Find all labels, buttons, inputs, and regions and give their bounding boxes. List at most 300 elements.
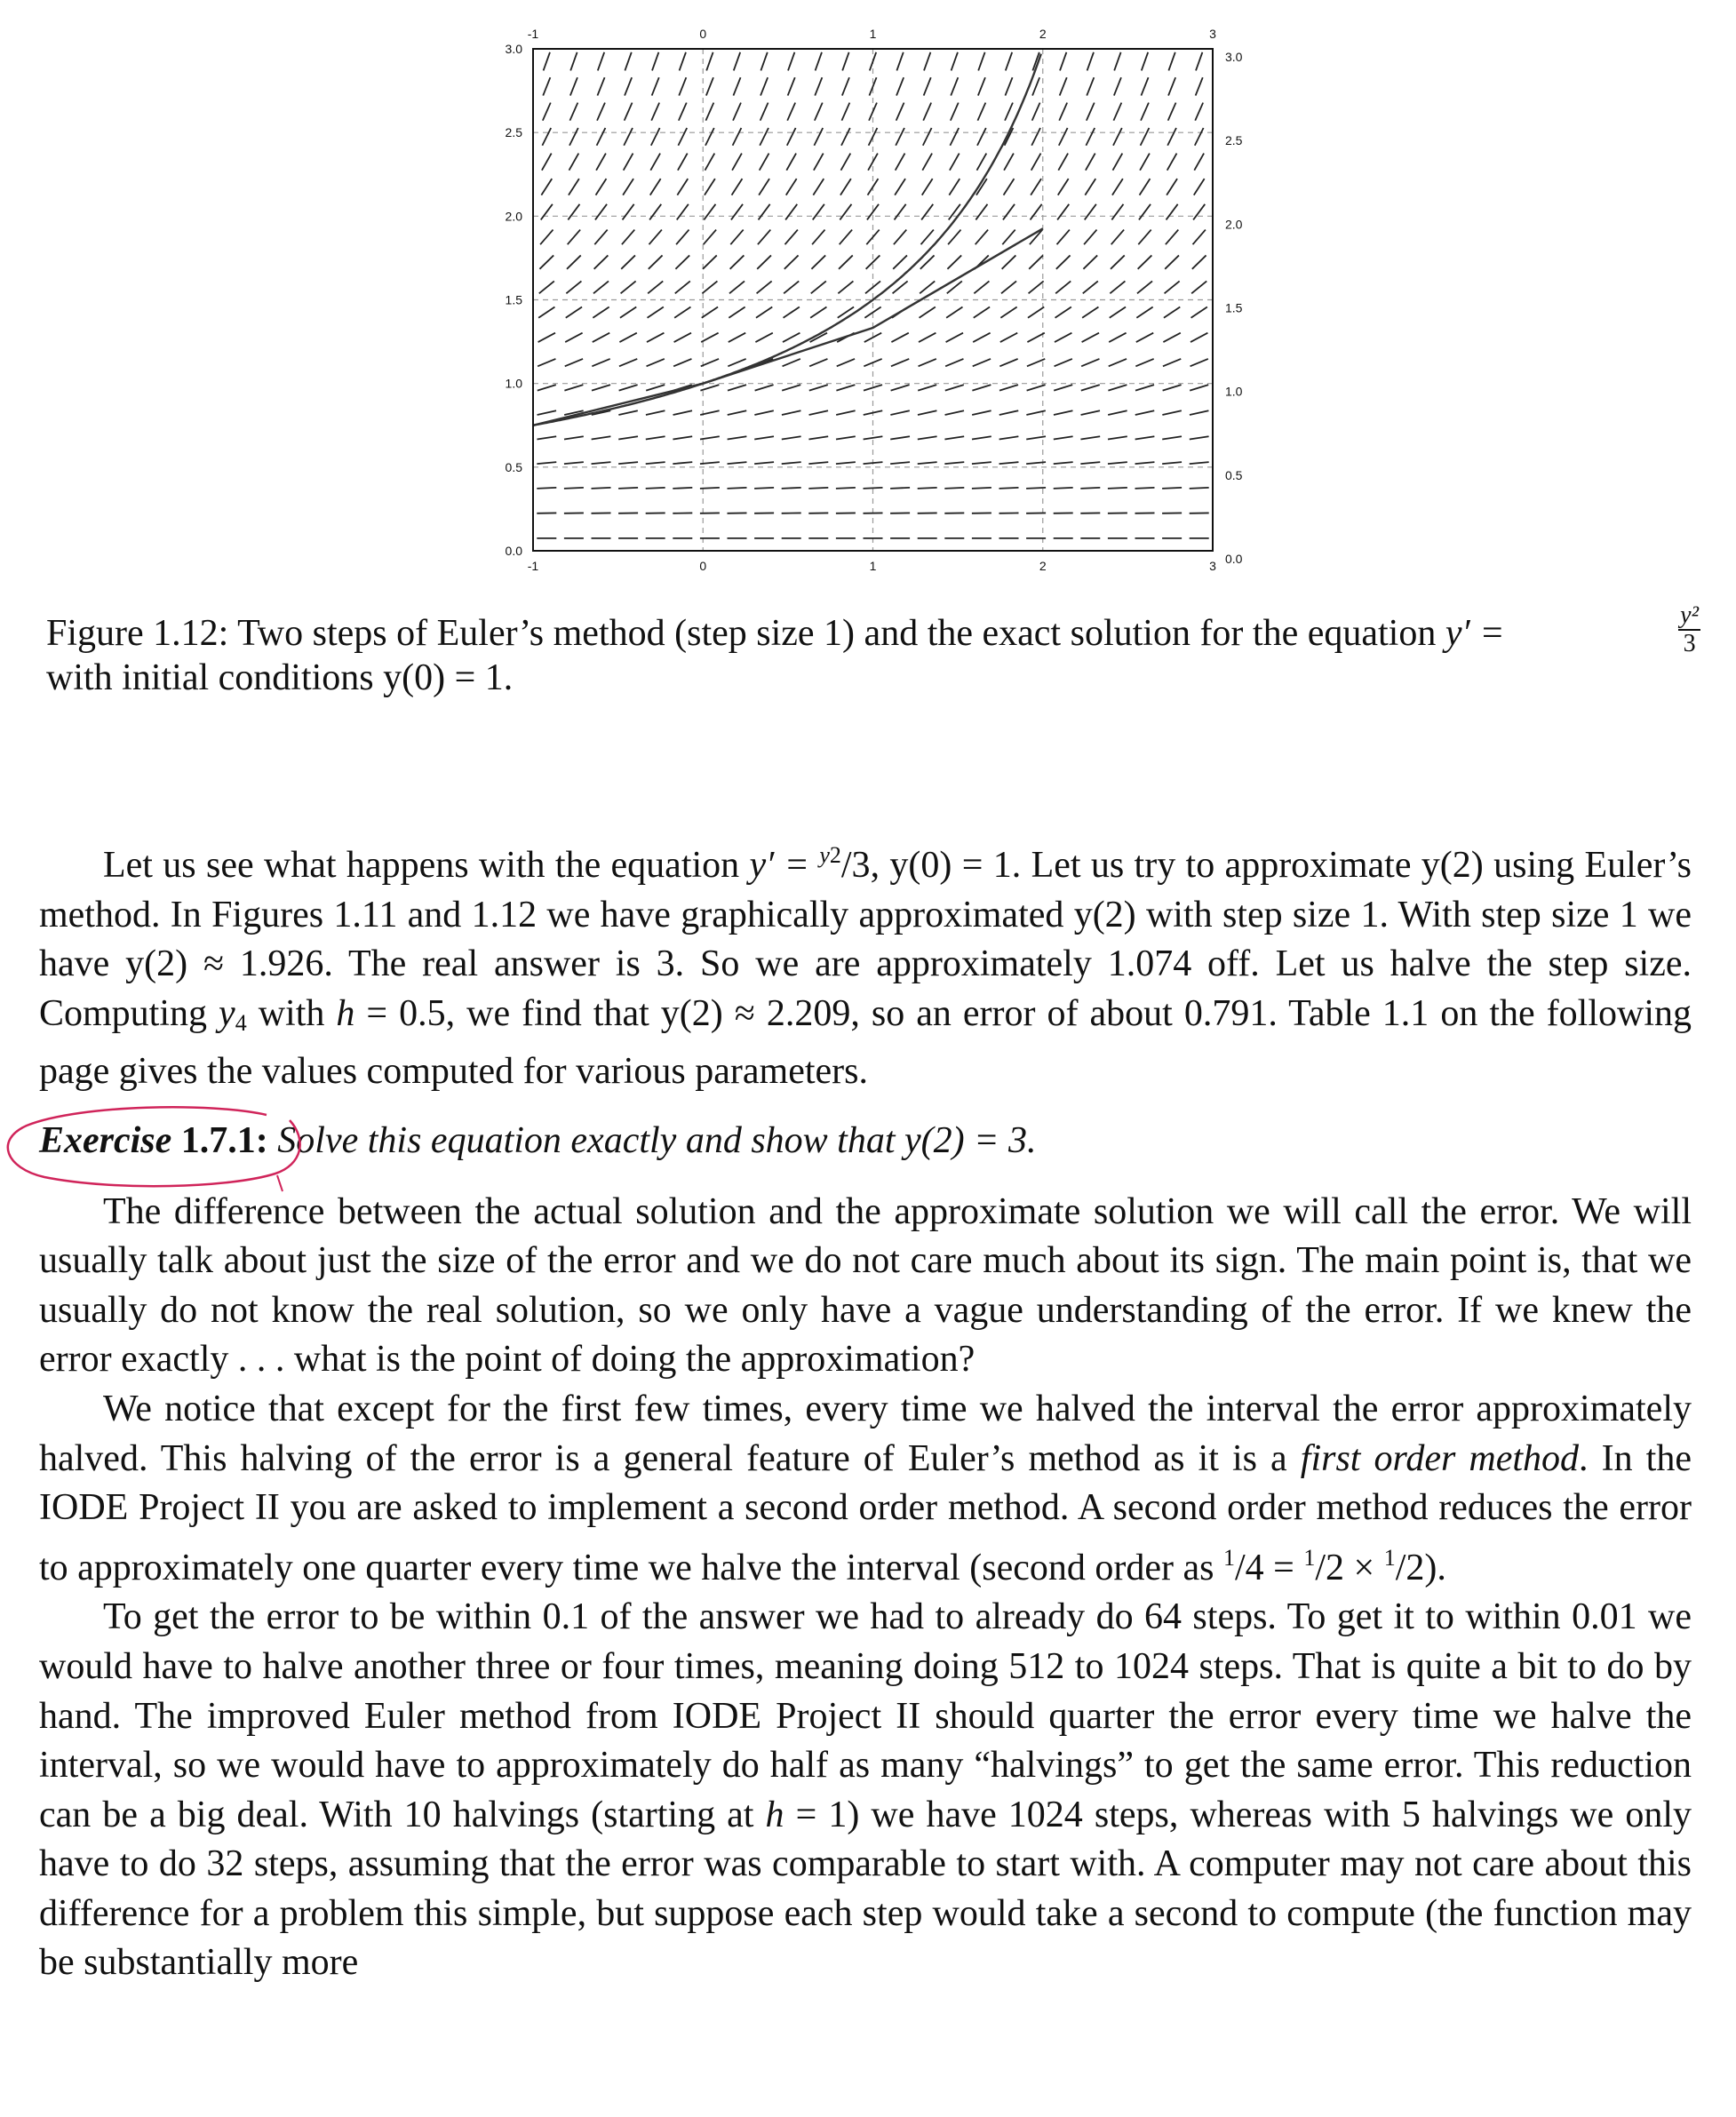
slope-mark: [1168, 77, 1175, 95]
slope-mark: [652, 77, 659, 95]
y-tick-label-left: 1.5: [505, 292, 522, 307]
slope-mark: [784, 255, 799, 268]
slope-mark: [1057, 204, 1069, 220]
slope-mark: [569, 103, 577, 121]
caption-label: Figure 1.12:: [46, 613, 229, 654]
slope-mark: [922, 154, 932, 171]
slope-mark: [1086, 128, 1095, 146]
slope-mark: [760, 103, 768, 121]
slope-mark: [759, 179, 769, 195]
slope-mark: [812, 230, 824, 245]
slope-mark: [566, 307, 582, 318]
slope-mark: [568, 230, 580, 245]
slope-mark: [754, 410, 773, 415]
slope-mark: [1111, 255, 1125, 268]
slope-mark: [1141, 77, 1148, 95]
slope-mark: [756, 307, 772, 318]
slope-mark: [1081, 385, 1100, 391]
paragraph-1: [39, 831, 1692, 1097]
y-tick-label-right: 1.0: [1225, 384, 1243, 399]
slope-mark: [541, 204, 553, 220]
slope-mark: [652, 52, 658, 71]
slope-mark: [918, 410, 936, 415]
slope-mark: [815, 103, 823, 121]
slope-mark: [728, 462, 747, 464]
slope-mark: [569, 154, 578, 171]
slope-mark: [570, 52, 577, 71]
slope-field-figure: [0, 0, 1736, 604]
slope-mark: [592, 488, 611, 489]
slope-mark: [620, 307, 636, 318]
slope-mark: [784, 307, 800, 318]
slope-mark: [566, 281, 581, 293]
slope-mark: [674, 333, 691, 342]
slope-mark: [647, 333, 664, 342]
slope-mark: [564, 462, 584, 464]
slope-mark: [649, 230, 661, 245]
slope-mark: [565, 333, 582, 342]
slope-mark: [1162, 410, 1181, 415]
slope-mark: [946, 333, 963, 342]
slope-mark: [1056, 255, 1071, 268]
slope-mark: [811, 255, 825, 268]
p1-sq: 2: [829, 842, 841, 868]
slope-mark: [624, 128, 633, 146]
slope-mark: [783, 333, 800, 342]
slope-mark: [976, 154, 986, 171]
slope-mark: [919, 333, 936, 342]
slope-mark: [1081, 410, 1100, 415]
slope-mark: [1192, 255, 1206, 268]
slope-mark: [1111, 230, 1124, 245]
slope-mark: [618, 488, 638, 489]
slope-mark: [811, 281, 826, 293]
p1-b: , y(0) = 1. Let us try to approximate y(2) using Euler’s method. In Figures 1.11 and 1.12 we have graphically approximated y(2) with step size 1. With step size 1 we have y(2) ≈ 1.926. The real answer is 3. So we are approximately 1.074 off. Let us halve the step size. Computing: [39, 845, 1692, 1034]
slope-mark: [1165, 281, 1180, 293]
slope-mark: [1108, 410, 1127, 415]
slope-mark: [1031, 204, 1042, 220]
slope-mark: [592, 436, 611, 439]
slope-mark: [1005, 103, 1013, 121]
slope-mark: [538, 385, 556, 391]
slope-mark: [537, 436, 556, 439]
slope-mark: [651, 103, 659, 121]
slope-mark: [1135, 385, 1154, 391]
slope-mark: [919, 359, 936, 366]
slope-mark: [564, 436, 584, 439]
slope-mark: [1032, 103, 1040, 121]
slope-mark: [976, 230, 988, 245]
y-tick-label-left: 2.5: [505, 125, 522, 140]
slope-mark: [624, 154, 633, 171]
slope-mark: [784, 230, 797, 245]
slope-mark: [842, 52, 848, 71]
slope-mark: [918, 385, 936, 391]
slope-mark: [896, 77, 904, 95]
slope-mark: [1136, 333, 1153, 342]
slope-mark: [1163, 333, 1180, 342]
slope-mark: [1054, 385, 1072, 391]
slope-mark: [759, 204, 770, 220]
slope-mark: [944, 436, 964, 439]
slope-mark: [1139, 204, 1151, 220]
y-tick-label-right: 1.5: [1225, 300, 1243, 315]
slope-mark: [568, 204, 579, 220]
slope-mark: [619, 333, 636, 342]
slope-mark: [840, 179, 851, 195]
slope-mark: [1080, 462, 1100, 464]
p3-times: ×: [1344, 1547, 1384, 1588]
slope-mark: [841, 103, 849, 121]
slope-mark: [1168, 52, 1175, 71]
slope-mark: [815, 77, 822, 95]
slope-mark: [924, 52, 930, 71]
slope-mark: [733, 128, 742, 146]
slope-mark: [1029, 281, 1044, 293]
slope-mark: [730, 255, 745, 268]
slope-mark: [1164, 307, 1180, 318]
slope-mark: [674, 307, 690, 318]
slope-mark: [786, 154, 796, 171]
y-tick-label-left: 0.0: [505, 544, 522, 558]
slope-mark: [1109, 359, 1127, 366]
slope-mark: [836, 462, 856, 464]
p1-y: y: [219, 992, 235, 1034]
slope-mark: [700, 488, 720, 489]
slope-mark: [1113, 103, 1121, 121]
slope-mark: [596, 154, 606, 171]
slope-mark: [705, 128, 714, 146]
slope-mark: [1162, 488, 1182, 489]
slope-mark: [544, 52, 550, 71]
p3-h1b: 1: [1383, 1544, 1396, 1571]
slope-mark: [565, 359, 583, 366]
slope-mark: [754, 462, 774, 464]
slope-mark: [623, 179, 633, 195]
slope-mark: [1108, 385, 1127, 391]
x-tick-label-bottom: 0: [699, 559, 707, 573]
slope-mark: [945, 410, 964, 415]
slope-mark: [1054, 436, 1073, 439]
slope-mark: [788, 52, 794, 71]
p1-four: 4: [235, 1009, 247, 1036]
slope-mark: [921, 204, 933, 220]
slope-mark: [1190, 462, 1209, 464]
p1-h: h: [336, 992, 355, 1034]
slope-mark: [677, 179, 688, 195]
slope-mark: [1085, 204, 1096, 220]
slope-mark: [567, 255, 581, 268]
slope-mark: [896, 154, 905, 171]
slope-mark: [920, 307, 936, 318]
slope-mark: [757, 281, 772, 293]
slope-mark: [840, 230, 852, 245]
slope-mark: [1142, 52, 1148, 71]
slope-mark: [1059, 128, 1068, 146]
slope-mark: [541, 179, 552, 195]
slope-mark: [1055, 307, 1071, 318]
slope-mark: [679, 77, 686, 95]
slope-mark: [733, 103, 741, 121]
slope-mark: [754, 488, 774, 489]
caption-fraction: [1678, 602, 1700, 657]
slope-mark: [1000, 333, 1017, 342]
slope-mark: [592, 385, 610, 391]
slope-mark: [1080, 488, 1100, 489]
slope-mark: [594, 230, 607, 245]
slope-mark: [1082, 333, 1099, 342]
slope-mark: [836, 410, 855, 415]
slope-mark: [1113, 128, 1122, 146]
slope-mark: [646, 462, 665, 464]
slope-mark: [813, 179, 824, 195]
slope-mark: [754, 436, 774, 439]
slope-mark: [839, 255, 853, 268]
slope-mark: [1136, 307, 1152, 318]
slope-mark: [564, 488, 584, 489]
slope-mark: [625, 77, 632, 95]
slope-mark: [1028, 307, 1044, 318]
slope-mark: [1114, 52, 1120, 71]
slope-mark: [1004, 179, 1015, 195]
slope-mark: [809, 359, 827, 366]
slope-mark: [814, 128, 823, 146]
exercise-title: Exercise: [39, 1119, 172, 1161]
caption-line2: with initial conditions y(0) = 1.: [46, 657, 514, 698]
slope-mark: [648, 281, 663, 293]
slope-mark: [646, 488, 665, 489]
x-tick-label-bottom: 1: [869, 559, 877, 573]
slope-mark: [809, 385, 828, 391]
slope-mark: [950, 154, 960, 171]
slope-mark: [1166, 230, 1178, 245]
slope-mark: [757, 255, 771, 268]
slope-mark: [1141, 103, 1149, 121]
p3-h1: 1: [1303, 1544, 1316, 1571]
slope-mark: [673, 462, 692, 464]
p3-h2: /2: [1315, 1547, 1344, 1588]
slope-mark: [731, 204, 743, 220]
slope-mark: [538, 410, 556, 415]
p3-eq: =: [1263, 1547, 1304, 1588]
slope-mark: [729, 333, 745, 342]
slope-mark: [728, 359, 745, 366]
slope-mark: [1084, 230, 1096, 245]
slope-mark: [890, 410, 909, 415]
slope-mark: [923, 128, 932, 146]
slope-mark: [944, 488, 964, 489]
paragraph-3: [39, 1385, 1692, 1593]
slope-mark: [1194, 154, 1204, 171]
slope-mark: [894, 230, 906, 245]
slope-mark: [1135, 488, 1155, 489]
slope-mark: [999, 359, 1017, 366]
slope-mark: [1054, 410, 1072, 415]
slope-mark: [891, 333, 908, 342]
slope-mark: [649, 255, 663, 268]
slope-mark: [625, 103, 633, 121]
p1-yprime: y′ =: [749, 845, 820, 886]
slope-mark: [1112, 179, 1123, 195]
slope-mark: [705, 103, 713, 121]
slope-mark: [542, 154, 552, 171]
x-tick-label-top: 2: [1039, 27, 1047, 41]
slope-mark: [1167, 154, 1177, 171]
slope-mark: [705, 154, 714, 171]
slope-mark: [619, 385, 638, 391]
slope-mark: [537, 488, 556, 489]
slope-mark: [999, 385, 1018, 391]
slope-mark: [569, 179, 579, 195]
slope-mark: [538, 359, 555, 366]
p3-q1: 1: [1222, 1544, 1235, 1571]
slope-mark: [1083, 255, 1097, 268]
slope-mark: [1055, 333, 1071, 342]
slope-mark: [1055, 359, 1072, 366]
slope-mark: [729, 281, 745, 293]
slope-mark: [891, 359, 909, 366]
slope-mark: [623, 204, 634, 220]
slope-mark: [782, 462, 801, 464]
slope-mark: [973, 359, 991, 366]
p3-h2b: /2: [1395, 1547, 1425, 1588]
x-tick-label-top: -1: [527, 27, 539, 41]
slope-mark: [673, 359, 691, 366]
euler-method-polyline: [533, 228, 1043, 426]
slope-mark: [1108, 462, 1127, 464]
slope-mark: [1168, 103, 1176, 121]
exact-solution-curve: [533, 54, 1041, 426]
slope-mark: [1191, 281, 1206, 293]
slope-mark: [864, 436, 883, 439]
slope-mark: [733, 77, 740, 95]
slope-mark: [593, 307, 609, 318]
slope-mark: [1054, 488, 1073, 489]
slope-mark: [947, 255, 961, 268]
slope-mark: [1114, 77, 1121, 95]
slope-mark: [1027, 333, 1044, 342]
slope-mark: [978, 52, 984, 71]
slope-mark: [972, 436, 991, 439]
slope-mark: [704, 204, 715, 220]
slope-mark: [1195, 103, 1203, 121]
slope-mark: [649, 204, 661, 220]
slope-mark: [677, 204, 689, 220]
slope-mark: [702, 281, 717, 293]
slope-mark: [625, 52, 631, 71]
slope-mark: [895, 179, 905, 195]
slope-mark: [864, 488, 883, 489]
slope-mark: [1163, 385, 1182, 391]
slope-mark: [597, 77, 604, 95]
p3-q4: /4: [1234, 1547, 1264, 1588]
slope-mark: [1056, 230, 1069, 245]
slope-mark: [918, 488, 937, 489]
slope-mark: [945, 385, 964, 391]
slope-mark: [1087, 77, 1094, 95]
slope-mark: [840, 204, 851, 220]
slope-mark: [1167, 128, 1176, 146]
slope-mark: [595, 204, 607, 220]
slope-mark: [650, 179, 661, 195]
slope-mark: [1108, 488, 1127, 489]
p3-a: We notice that except for the first few times, every time we halved the interval the error approximately halved. This halving of the error is a general feature of Euler’s method as it is a: [39, 1388, 1692, 1479]
y-tick-label-left: 2.0: [505, 209, 522, 224]
slope-mark: [787, 128, 796, 146]
y-tick-label-left: 1.0: [505, 376, 522, 391]
slope-mark: [974, 307, 990, 318]
slope-mark: [972, 462, 991, 464]
slope-mark: [706, 77, 713, 95]
slope-mark: [782, 488, 801, 489]
slope-mark: [1140, 154, 1150, 171]
slope-mark: [755, 385, 774, 391]
slope-mark: [951, 103, 959, 121]
slope-mark: [808, 436, 828, 439]
y-tick-label-left: 0.5: [505, 459, 522, 474]
slope-mark: [1026, 488, 1046, 489]
slope-mark: [838, 281, 853, 293]
slope-mark: [1110, 281, 1125, 293]
slope-mark: [918, 436, 937, 439]
slope-mark: [920, 230, 933, 245]
slope-mark: [782, 436, 801, 439]
slope-mark: [1137, 281, 1152, 293]
slope-mark: [538, 307, 554, 318]
caption-frac-num: y²: [1680, 601, 1699, 629]
slope-mark: [1031, 128, 1040, 146]
slope-mark: [646, 410, 665, 415]
slope-mark: [1196, 52, 1202, 71]
slope-mark: [1029, 255, 1043, 268]
slope-mark: [948, 230, 960, 245]
y-tick-label-right: 0.5: [1225, 467, 1243, 482]
slope-mark: [732, 179, 743, 195]
slope-mark: [999, 488, 1019, 489]
slope-mark: [1086, 154, 1095, 171]
slope-mark: [999, 462, 1019, 464]
slope-mark: [1006, 52, 1012, 71]
slope-mark: [542, 128, 551, 146]
slope-mark: [1001, 281, 1016, 293]
slope-mark: [1087, 103, 1095, 121]
y-tick-label-left: 3.0: [505, 42, 522, 56]
slope-mark: [1054, 462, 1073, 464]
p4-a: To get the error to be within 0.1 of the answer we had to already do 64 steps. To get it to within 0.01 we would have to halve another three or four times, meaning doing 512 to 1024 steps. That is quite a bit to do by hand. The improved Euler method from IODE Project II should quarter the error every time we halve the interval, so we would have to approximately do half as many “halvings” to get the same error. This reduction can be a big deal. With 10 halvings (starting at: [39, 1596, 1692, 1835]
slope-mark: [647, 359, 665, 366]
x-tick-label-top: 0: [699, 27, 707, 41]
slope-mark: [734, 52, 740, 71]
slope-mark: [728, 436, 747, 439]
slope-mark: [924, 77, 931, 95]
caption-eq-lhs: y′ =: [1445, 613, 1505, 654]
slope-mark: [650, 154, 660, 171]
slope-mark: [728, 410, 746, 415]
slope-mark: [1111, 204, 1123, 220]
slope-mark: [1141, 128, 1150, 146]
slope-mark: [1138, 230, 1151, 245]
y-tick-label-right: 0.0: [1225, 552, 1243, 566]
slope-mark: [810, 307, 826, 318]
slope-mark: [540, 230, 553, 245]
slope-mark: [704, 230, 716, 245]
p1-a: Let us see what happens with the equation: [103, 845, 750, 886]
slope-mark: [543, 77, 550, 95]
p1-over3: /3: [840, 845, 871, 886]
slope-mark: [1085, 179, 1095, 195]
slope-mark: [1002, 230, 1015, 245]
slope-mark: [814, 154, 824, 171]
